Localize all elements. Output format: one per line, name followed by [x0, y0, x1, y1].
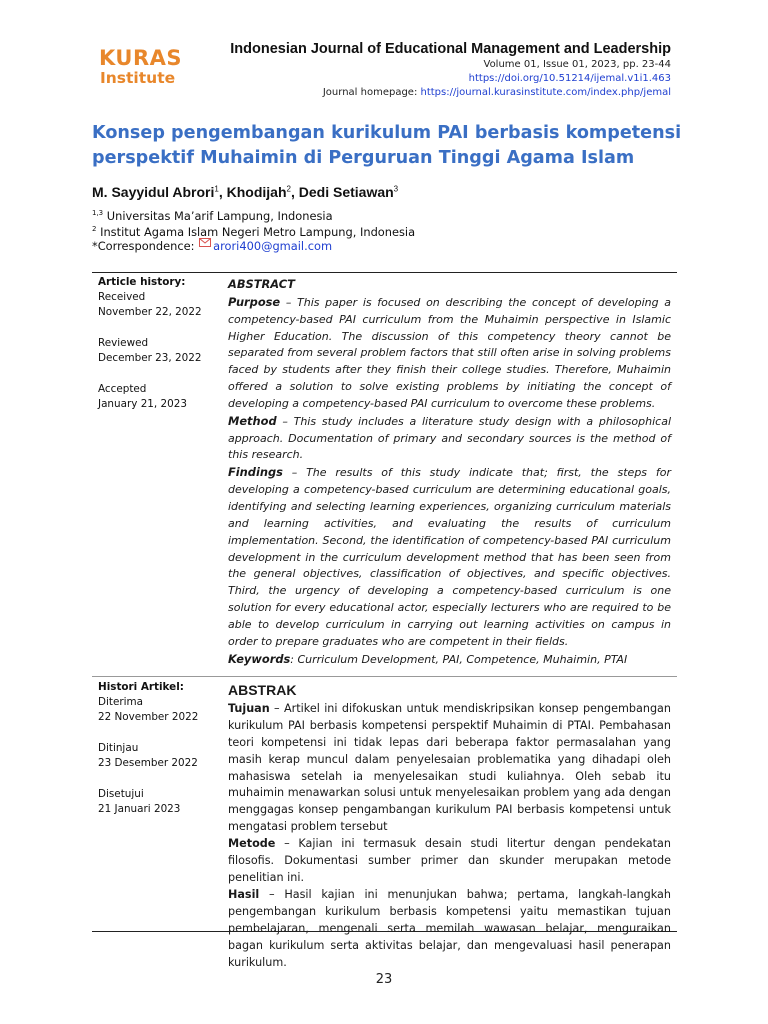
findings-label: Findings [228, 465, 283, 480]
affiliation-text: Universitas Ma’arif Lampung, Indonesia [106, 208, 333, 223]
abstrak-metode [228, 836, 671, 887]
abstract-keywords [228, 651, 671, 669]
history-received-label: Diterima [98, 696, 144, 708]
tujuan-text: – Artikel ini difokuskan untuk mendiskripsikan konsep pengembangan kurikulum PAI berbasis kompetensi perspektif Muhaimin di PTAI. Pembahasan teori kompetensi ini tidak lepas dari beberapa faktor permasalahan yang masih kerap muncul dalam penyelesaian problematika yang dihadapi oleh mahasiswa setelah ia menyelesaikan studi kuliahnya. Oleh sebab itu muhaimin menawarkan solusi untuk menyelesaikan problem yang ada dengan menggagas konsep pengambangan kurikulum PAI berbasis kompetensi untuk mengatasi problem tersebut [228, 701, 671, 834]
tujuan-label: Tujuan [228, 701, 270, 715]
method-label: Method [228, 413, 277, 428]
journal-header [230, 40, 671, 100]
logo-text-institute: Institute [100, 69, 176, 87]
abstract-heading: ABSTRACT [228, 277, 295, 291]
history-accepted-label: Accepted [98, 383, 147, 395]
affiliation-mark: 2 [92, 225, 97, 233]
history-heading: Article history: [98, 276, 186, 288]
method-text: – This study includes a literature study design with a philosophical approach. Documentation of primary and secondary sources is the method of this research. [228, 414, 671, 462]
abstract-indonesian [228, 681, 671, 971]
author-name: Khodijah [226, 184, 287, 200]
correspondence-label: *Correspondence: [92, 239, 199, 253]
author-separator: , [290, 184, 299, 200]
correspondence [92, 238, 332, 254]
abstract-findings [228, 464, 671, 650]
history-accepted-date: January 21, 2023 [98, 398, 187, 410]
hasil-label: Hasil [228, 887, 260, 901]
author-separator: , [218, 184, 227, 200]
author-affil-mark: 2 [286, 184, 291, 194]
logo-text-kuras: KURAS [99, 46, 183, 70]
author-affil-mark: 1 [214, 184, 219, 194]
history-heading: Histori Artikel: [98, 681, 184, 693]
history-received-date: 22 November 2022 [98, 711, 199, 723]
abstract-method [228, 413, 671, 465]
author-list [92, 184, 398, 200]
metode-label: Metode [228, 837, 276, 851]
kuras-institute-logo [99, 46, 183, 94]
purpose-label: Purpose [228, 294, 281, 309]
abstrak-tujuan [228, 701, 671, 836]
history-reviewed-date: December 23, 2022 [98, 352, 202, 364]
history-reviewed-date: 23 Desember 2022 [98, 757, 198, 769]
metode-text: – Kajian ini termasuk desain studi litertur dengan pendekatan filosofis. Dokumentasi sumber primer dan skunder merupakan metode penelitian ini. [228, 837, 671, 884]
history-accepted-label: Disetujui [98, 788, 144, 800]
section-divider [92, 676, 677, 677]
findings-text: – The results of this study indicate that; first, the steps for developing a competency-based curriculum are determining educational goals, identifying and selecting learning experiences, organizing curriculum materials and learning activities, and evaluating the results of curriculum implementation. Second, the identification of competency-based PAI curriculum development in the curriculum development method that has been seen from the general objectives, classification of objectives, and specific objectives. Third, the urgency of developing a competency-based curriculum is one solution for every educational actor, especially lecturers who are required to be able to develop curriculum in carrying out learning activities on campus in order to prepare graduates who are competent in their fields. [228, 466, 671, 648]
history-reviewed-label: Ditinjau [98, 742, 139, 754]
doi-link[interactable]: https://doi.org/10.51214/ijemal.v1i1.463 [468, 73, 671, 84]
page-number: 23 [375, 972, 393, 987]
section-divider [92, 272, 677, 273]
history-received-date: November 22, 2022 [98, 306, 202, 318]
author-name: M. Sayyidul Abrori [92, 184, 215, 200]
hasil-text: – Hasil kajian ini menunjukan bahwa; pertama, langkah-langkah pengembangan kurikulum berbasis kompetensi yaitu memastikan tujuan pembelajaran, mengenali serta memilah wawasan belajar, menguraikan bagan kurikulum serta aktivitas belajar, dan mengevaluasi hasil penerapan kurikulum. [228, 887, 671, 969]
paper-title: Konsep pengembangan kurikulum PAI berbasis kompetensi perspektif Muhaimin di Perguruan Tinggi Agama Islam [92, 123, 682, 168]
article-history [98, 275, 218, 412]
abstrak-hasil [228, 887, 671, 972]
homepage-line [230, 86, 671, 100]
homepage-label: Journal homepage: [322, 87, 421, 98]
abstract-english [228, 276, 671, 668]
author-name: Dedi Setiawan [298, 184, 394, 200]
section-divider [92, 931, 677, 932]
purpose-text: – This paper is focused on describing the concept of developing a competency-based PAI curriculum from the Muhaimin perspective in Islamic Higher Education. The discussion of this competency theory cannot be separated from several problem factors that still often arise in solving problems faced by students after they finish their college studies. Therefore, Muhaimin offered a solution to solve existing problems by initiating the concept of developing a competency-based PAI curriculum to overcome these problems. [228, 295, 671, 410]
affiliation-mark: 1,3 [92, 209, 104, 217]
histori-artikel [98, 680, 218, 817]
history-reviewed-label: Reviewed [98, 337, 149, 349]
history-received-label: Received [98, 291, 146, 303]
journal-name: Indonesian Journal of Educational Management and Leadership [230, 41, 671, 57]
envelope-icon [199, 238, 211, 247]
author-affil-mark: 3 [393, 184, 399, 194]
keywords-text: : Curriculum Development, PAI, Competence, Muhaimin, PTAI [290, 652, 628, 666]
correspondence-email-link[interactable]: arori400@gmail.com [213, 239, 333, 253]
volume-info: Volume 01, Issue 01, 2023, pp. 23-44 [483, 59, 671, 70]
history-accepted-date: 21 Januari 2023 [98, 803, 181, 815]
homepage-link[interactable]: https://journal.kurasinstitute.com/index.php/jemal [420, 87, 671, 98]
keywords-label: Keywords [228, 651, 291, 666]
abstrak-heading: ABSTRAK [228, 682, 297, 698]
abstract-purpose [228, 294, 671, 413]
affiliation-text: Institut Agama Islam Negeri Metro Lampung, Indonesia [100, 224, 416, 239]
